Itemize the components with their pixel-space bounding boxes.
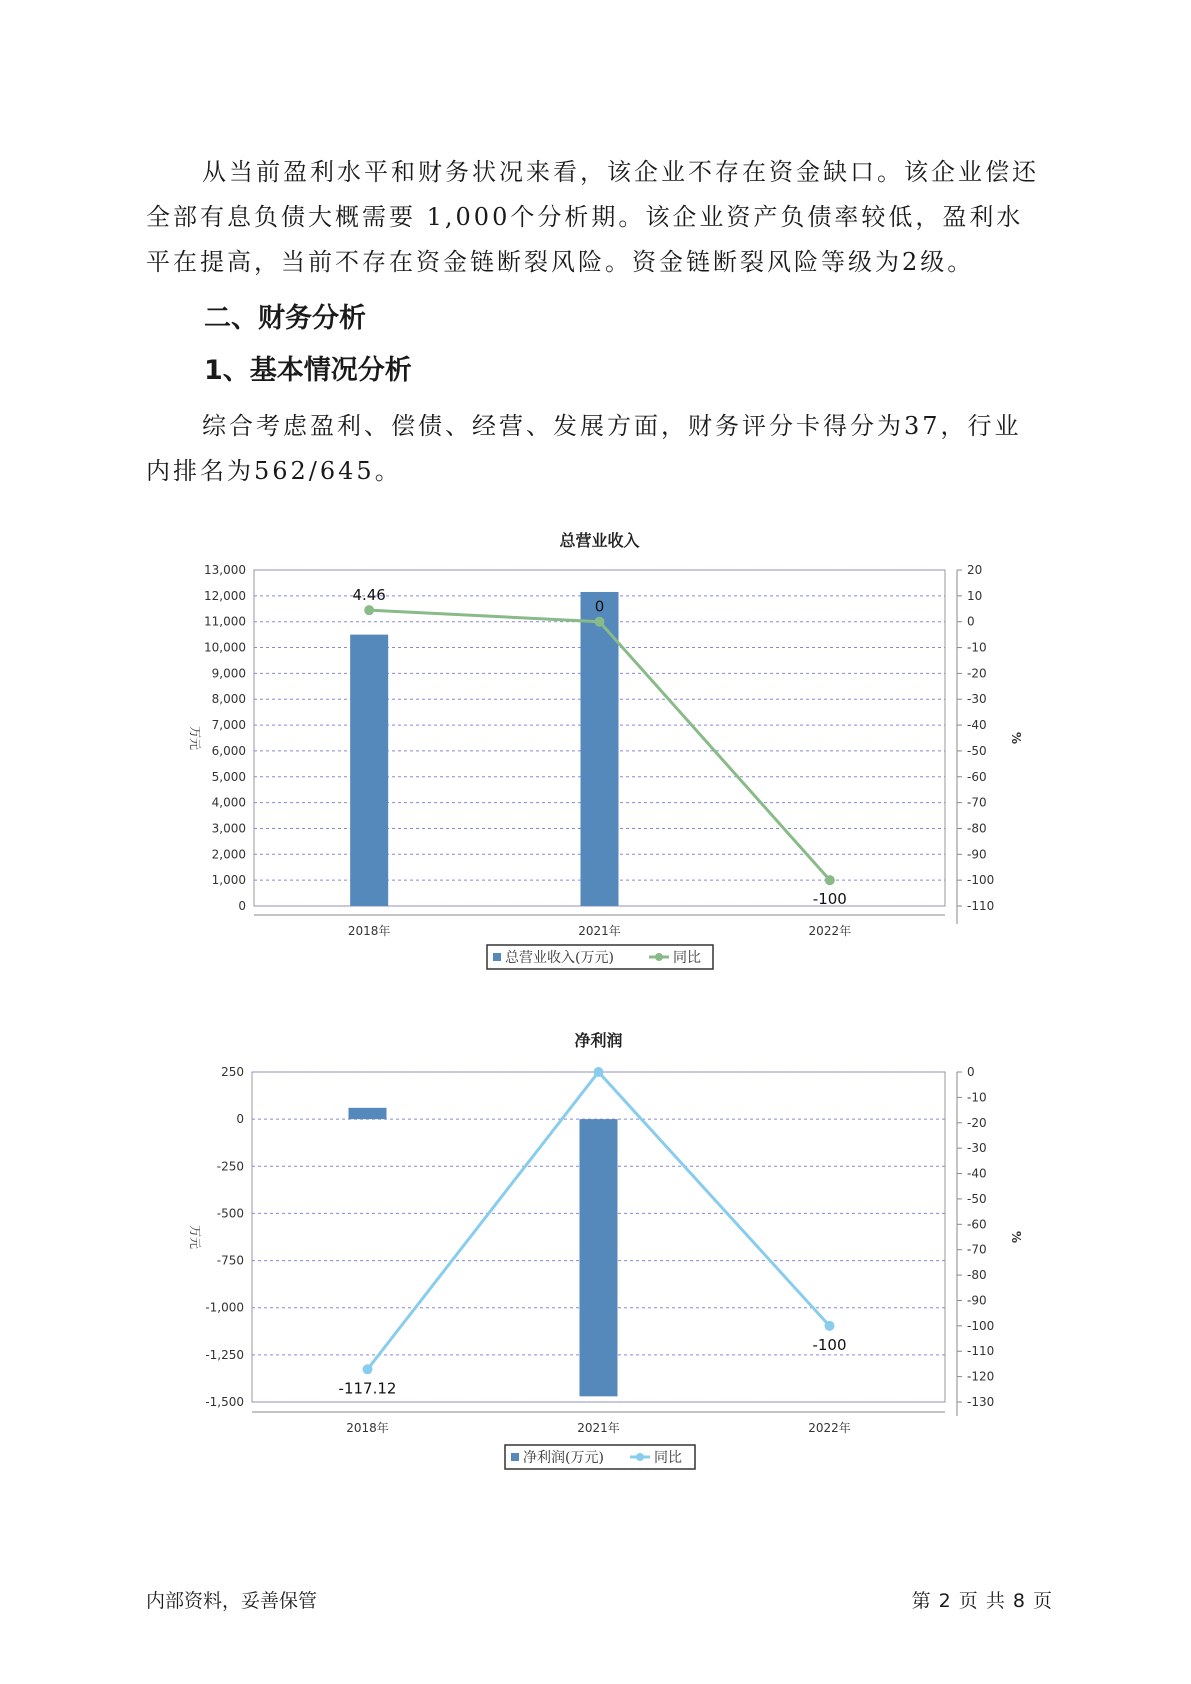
data-label: 4.46 (352, 586, 386, 605)
y-tick-label: 10,000 (204, 640, 246, 655)
paragraph-scorecard: 综合考虑盈利、偿债、经营、发展方面，财务评分卡得分为37，行业内排名为562/645。 (146, 412, 1022, 485)
y2-tick-label: -70 (967, 1242, 987, 1257)
y2-tick-label: -50 (967, 743, 987, 758)
y-tick-label: 0 (238, 899, 246, 913)
net-profit-chart (0, 1020, 1191, 1480)
y-tick-label: 8,000 (211, 692, 246, 707)
y-tick-label: 2,000 (211, 847, 246, 862)
legend-bar-label: 净利润(万元) (523, 1450, 604, 1466)
line-point (595, 617, 605, 627)
y-tick-label: -1,000 (205, 1300, 244, 1315)
y-tick-label: 1,000 (211, 873, 246, 888)
y2-tick-label: -50 (967, 1191, 987, 1206)
legend-bar-swatch (493, 953, 501, 961)
y2-tick-label: -10 (967, 1090, 987, 1105)
y-tick-label: -250 (216, 1159, 244, 1174)
y-tick-label: 0 (236, 1112, 244, 1127)
y-tick-label: 9,000 (211, 666, 246, 681)
y2-axis-name: % (1009, 731, 1023, 745)
x-tick-label: 2018年 (346, 1421, 389, 1435)
y2-tick-label: -100 (967, 1318, 995, 1333)
bar (349, 1108, 387, 1119)
revenue-chart (0, 520, 1191, 980)
x-tick-label: 2022年 (808, 924, 852, 938)
bar (580, 1119, 618, 1396)
data-label: 0 (594, 597, 605, 616)
legend-line-marker (655, 953, 663, 961)
y2-tick-label: -30 (967, 692, 987, 707)
y2-tick-label: -130 (967, 1395, 995, 1409)
footer-page-number: 第 2 页 共 8 页 (911, 1590, 1053, 1612)
y-tick-label: -500 (216, 1206, 244, 1221)
y2-tick-label: -60 (967, 769, 987, 784)
y2-tick-label: -20 (967, 1115, 987, 1130)
y2-tick-label: -90 (967, 1293, 987, 1308)
y2-tick-label: 20 (967, 563, 983, 577)
y-tick-label: 7,000 (211, 718, 246, 733)
y-tick-label: 5,000 (211, 769, 246, 784)
line-point (825, 1321, 835, 1331)
y2-tick-label: -110 (967, 1344, 995, 1359)
y-tick-label: 6,000 (211, 743, 246, 758)
y-tick-label: 4,000 (211, 795, 246, 810)
footer-confidential-note: 内部资料，妥善保管 (146, 1590, 318, 1612)
y-axis-name: 万元 (188, 725, 202, 751)
y2-tick-label: -90 (967, 847, 987, 862)
y-tick-label: 250 (221, 1065, 244, 1079)
subsection-heading-basic-analysis: 1、基本情况分析 (204, 355, 412, 386)
legend-line-marker (636, 1453, 644, 1461)
y2-tick-label: -20 (967, 666, 987, 681)
y2-tick-label: -40 (967, 718, 987, 733)
y2-tick-label: 0 (967, 614, 975, 629)
paragraph-risk-summary: 从当前盈利水平和财务状况来看，该企业不存在资金缺口。该企业偿还全部有息负债大概需要 1,000个分析期。该企业资产负债率较低，盈利水平在提高，当前不存在资金链断裂风险。资金链断裂风险等级为2级。 (146, 158, 1039, 276)
y2-tick-label: -80 (967, 1268, 987, 1283)
line-point (825, 875, 835, 885)
legend-bar-label: 总营业收入(万元) (505, 950, 614, 966)
y2-tick-label: -110 (967, 899, 995, 913)
y2-tick-label: -10 (967, 640, 987, 655)
chart-title: 净利润 (574, 1031, 623, 1050)
y2-tick-label: -100 (967, 873, 995, 888)
y2-tick-label: -120 (967, 1369, 995, 1384)
legend-line-label: 同比 (673, 950, 701, 966)
chart-title: 总营业收入 (559, 531, 640, 550)
x-tick-label: 2022年 (808, 1421, 851, 1435)
y2-tick-label: -70 (967, 795, 987, 810)
y2-tick-label: -80 (967, 821, 987, 836)
y-tick-label: 12,000 (204, 588, 246, 603)
x-tick-label: 2018年 (347, 924, 391, 938)
y2-tick-label: -40 (967, 1166, 987, 1181)
y-tick-label: -1,250 (205, 1347, 244, 1362)
y-tick-label: -750 (216, 1253, 244, 1268)
line-point (594, 1067, 604, 1077)
y-tick-label: -1,500 (205, 1395, 244, 1409)
line-point (363, 1364, 373, 1374)
data-label: -117.12 (338, 1379, 397, 1398)
x-tick-label: 2021年 (577, 1421, 620, 1435)
legend-bar-swatch (511, 1453, 519, 1461)
y2-tick-label: 10 (967, 588, 983, 603)
y-tick-label: 3,000 (211, 821, 246, 836)
y2-axis-name: % (1009, 1230, 1023, 1244)
y-tick-label: 13,000 (204, 563, 246, 577)
data-label: -100 (812, 1335, 847, 1354)
bar (581, 592, 619, 906)
y-tick-label: 11,000 (204, 614, 246, 629)
y2-tick-label: -60 (967, 1217, 987, 1232)
y2-tick-label: -30 (967, 1141, 987, 1156)
bar (350, 635, 388, 906)
x-tick-label: 2021年 (578, 924, 621, 938)
section-heading-financial-analysis: 二、财务分析 (204, 303, 366, 334)
y-axis-name: 万元 (188, 1224, 202, 1250)
legend-line-label: 同比 (654, 1450, 682, 1466)
y2-tick-label: 0 (967, 1065, 975, 1079)
line-point (364, 605, 374, 615)
data-label: -100 (812, 890, 847, 909)
